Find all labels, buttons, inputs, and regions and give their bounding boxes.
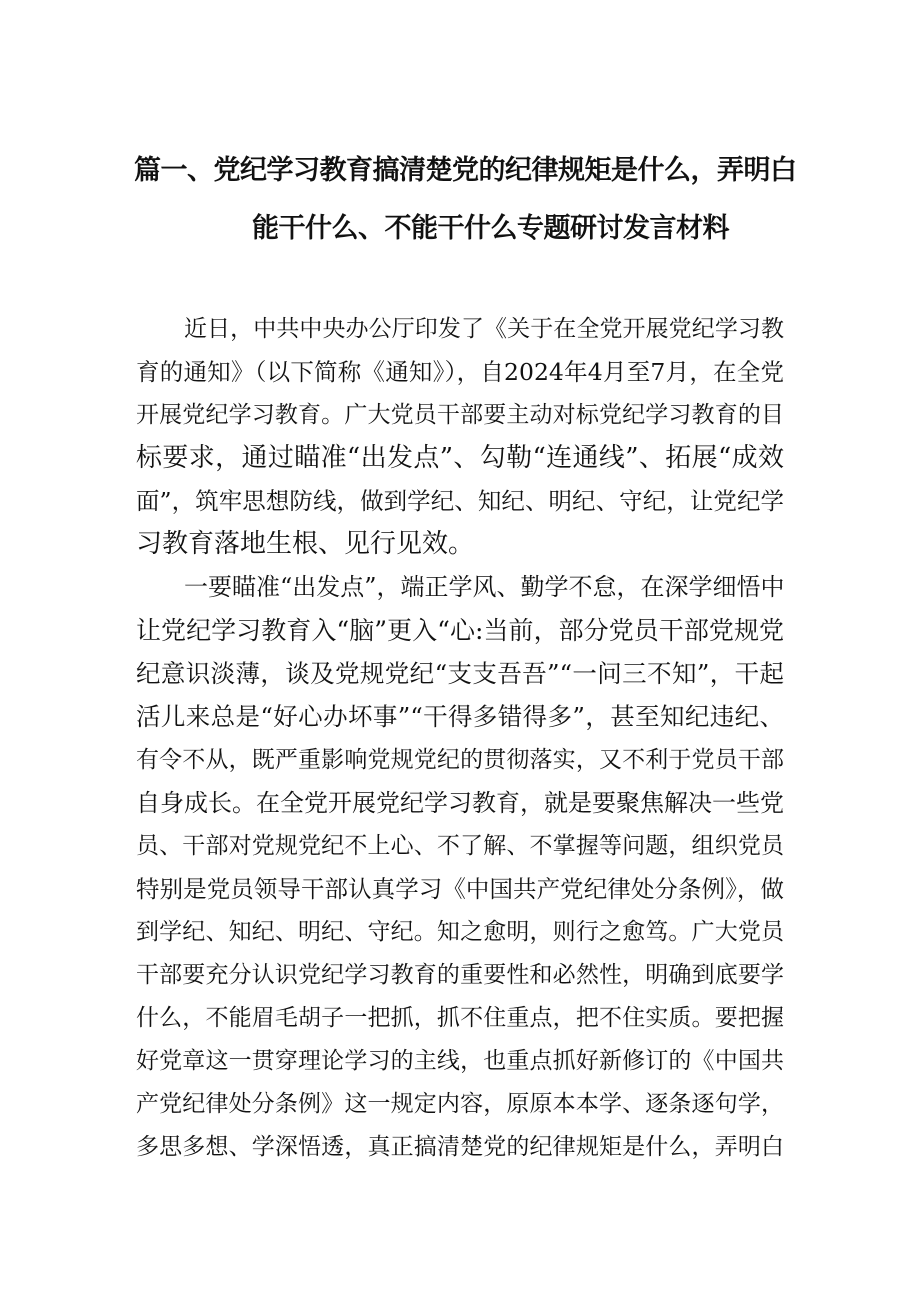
paragraph-1-line-5: 面”，筑牢思想防线，做到学纪、知纪、明纪、守纪，让党纪学 bbox=[136, 487, 784, 515]
paragraph-2-line-7: 员、干部对党规党纪不上心、不了解、不掌握等问题，组织党员 bbox=[136, 833, 784, 859]
paragraph-2-line-2: 让党纪学习教育入“脑”更入“心:当前，部分党员干部党规党 bbox=[136, 616, 784, 645]
paragraph-2-line-1: 一要瞄准“出发点”，端正学风、勤学不怠，在深学细悟中 bbox=[184, 573, 785, 601]
paragraph-2-line-4: 活儿来总是“好心办坏事”“干得多错得多”，甚至知纪违纪、 bbox=[136, 702, 784, 731]
paragraph-2-line-11: 什么，不能眉毛胡子一把抓，抓不住重点，把不住实质。要把握 bbox=[136, 1005, 784, 1031]
paragraph-1-line-3: 开展党纪学习教育。广大党员干部要主动对标党纪学习教育的目 bbox=[136, 402, 784, 428]
document-title-line-2: 能干什么、不能干什么专题研讨发言材料 bbox=[252, 213, 729, 244]
paragraph-1-line-4: 标要求，通过瞄准“出发点”、勾勒“连通线”、拓展“成效 bbox=[136, 443, 784, 473]
paragraph-1-line-2: 育的通知》（以下简称《通知》），自2024年4月至7月，在全党 bbox=[136, 358, 784, 386]
paragraph-2-line-3: 纪意识淡薄，谈及党规党纪“支支吾吾”“一问三不知”，干起 bbox=[136, 659, 784, 688]
paragraph-2-line-10: 干部要充分认识党纪学习教育的重要性和必然性，明确到底要学 bbox=[136, 962, 784, 988]
document-title-line-1: 篇一、党纪学习教育搞清楚党的纪律规矩是什么，弄明白 bbox=[134, 155, 797, 186]
paragraph-2-line-6: 自身成长。在全党开展党纪学习教育，就是要聚焦解决一些党 bbox=[136, 789, 784, 817]
paragraph-1-line-6: 习教育落地生根、见行见效。 bbox=[136, 529, 475, 559]
paragraph-2-line-9: 到学纪、知纪、明纪、守纪。知之愈明，则行之愈笃。广大党员 bbox=[136, 919, 784, 945]
paragraph-2-line-5: 有令不从，既严重影响党规党纪的贯彻落实，又不利于党员干部 bbox=[136, 747, 784, 773]
paragraph-2-line-12: 好党章这一贯穿理论学习的主线，也重点抓好新修订的《中国共 bbox=[136, 1048, 784, 1074]
paragraph-2-line-14: 多思多想、学深悟透，真正搞清楚党的纪律规矩是什么，弄明白 bbox=[136, 1134, 784, 1160]
paragraph-1-line-1: 近日，中共中央办公厅印发了《关于在全党开展党纪学习教 bbox=[184, 316, 784, 342]
paragraph-2-line-13: 产党纪律处分条例》这一规定内容，原原本本学、逐条逐句学， bbox=[136, 1091, 784, 1117]
paragraph-2-line-8: 特别是党员领导干部认真学习《中国共产党纪律处分条例》，做 bbox=[136, 875, 784, 903]
